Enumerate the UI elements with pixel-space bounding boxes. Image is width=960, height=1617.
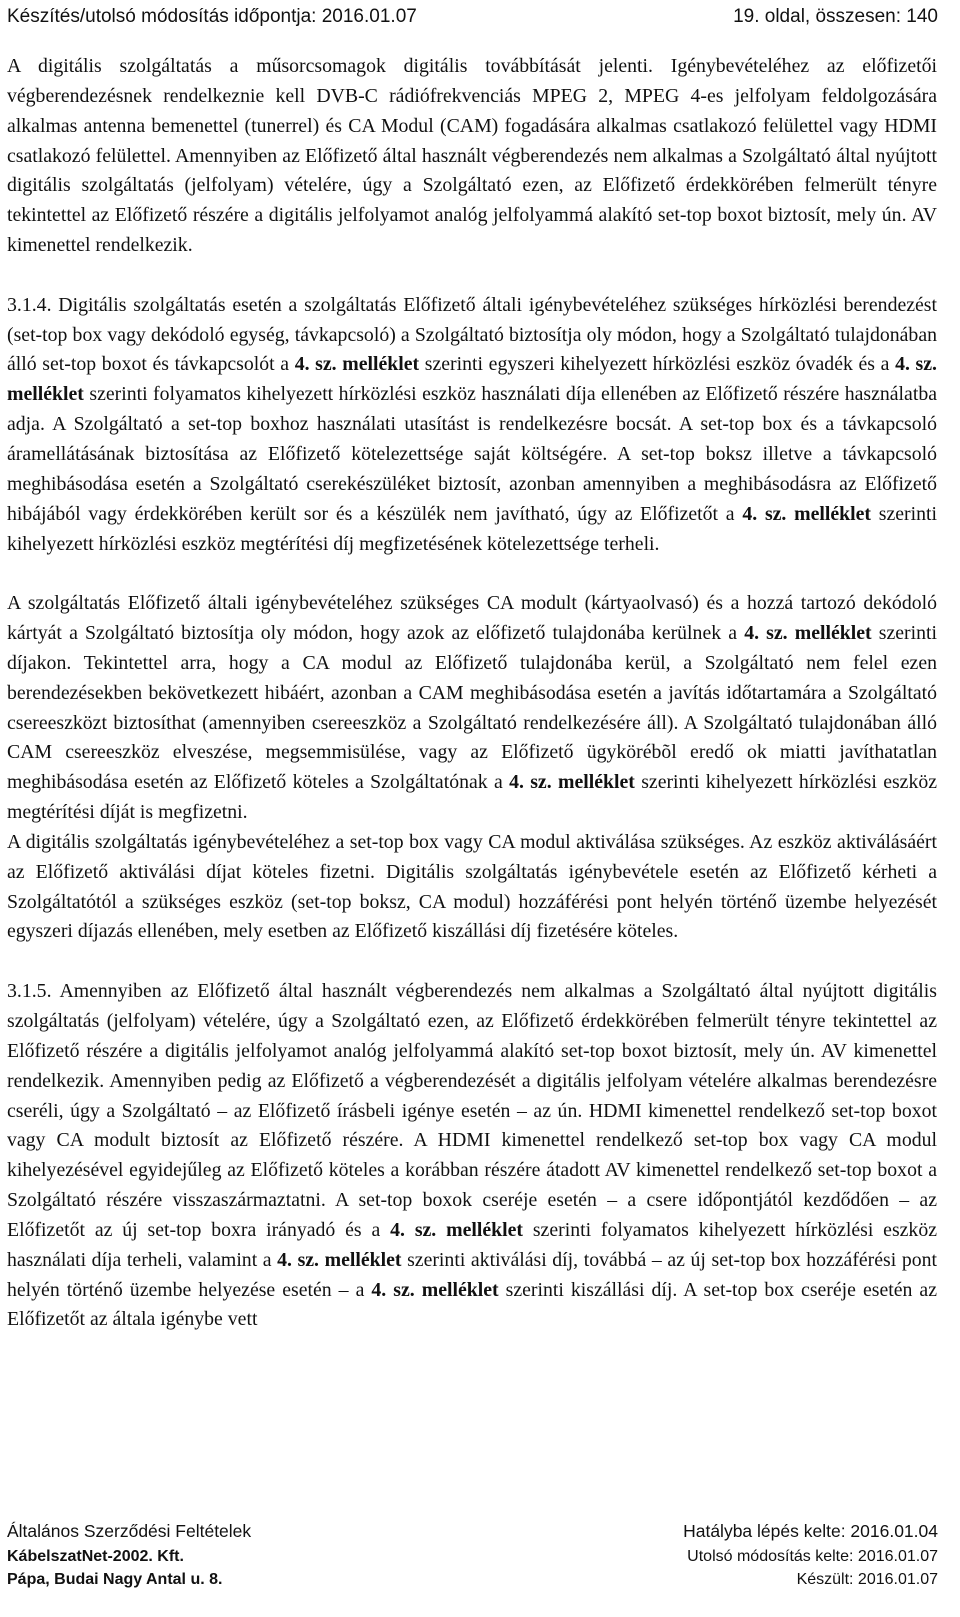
footer-modified-date: Utolsó módosítás kelte: 2016.01.07 [687,1548,938,1565]
paragraph-text: szerinti díjakon. Tekintettel arra, hogy a CA modul az Előfizető tulajdonába kerül, a Szolgáltató nem felel ezen berendezésekben bekövetkezett hibáért, azonban a CAM meghibásodása esetén a javítás időtartamára a Szolgáltató csereeszközt biztosíthat (amennyiben csereeszköz a Szolgáltató rendelkezésére áll). A Szolgáltató tulajdonában álló CAM csereeszköz elveszése, megsemmisülése, vagy az Előfizető ügykörébõl eredő ok miatti javíthatatlan meghibásodása esetén az Előfizető köteles a Szolgáltatónak a [7,622,938,794]
annex-reference: 4. sz. melléklet [509,771,635,794]
annex-reference: 4. sz. melléklet [371,1278,499,1301]
paragraph [7,291,937,560]
annex-reference: 4. sz. melléklet [294,353,420,376]
footer-created-date: Készült: 2016.01.07 [796,1571,938,1588]
paragraph-text: 3.1.4. Digitális szolgáltatás esetén a szolgáltatás Előfizető általi igénybevételéhez szükséges hírközlési berendezést (set-top box vagy dekódoló egység, távkapcsoló) a Szolgáltató biztosítja oly módon, hogy a Szolgáltató tulajdonában álló set-top boxot és távkapcsolót a [7,293,937,376]
paragraph-text: A digitális szolgáltatás a műsorcsomagok digitális továbbítását jelenti. Igénybevételéhez az előfizetői végberendezésnek rendelkeznie kell DVB-C rádiófrekvenciás MPEG 2, MPEG 4-es jelfolyam feldolgozására alkalmas antenna bemenettel (tunerrel) és CA Modul (CAM) fogadására alkalmas csatlakozó felülettel vagy HDMI csatlakozó felülettel. Amennyiben az Előfizető által használt végberendezés nem alkalmas a Szolgáltató által nyújtott digitális szolgáltatás (jelfolyam) vételére, úgy a Szolgáltató ezen, az Előfizető érdekkörében felmerült tényre tekintettel az Előfizető részére a digitális jelfolyamot analóg jelfolyammá alakító set-top boxot biztosít, mely ún. AV kimenettel rendelkezik. [7,55,937,257]
paragraph-text: szerinti kihelyezett hírközlési eszköz megtérítési díját is megfizetni. [7,771,938,824]
paragraph [7,828,937,947]
paragraph-text: szerinti kiszállási díj. A set-top box cseréje esetén az Előfizetőt az általa igénybe vett [7,1278,937,1331]
header-timestamp: Készítés/utolsó módosítás időpontja: 2016.01.07 [7,6,417,27]
annex-reference: 4. sz. melléklet [742,502,872,525]
paragraph [7,977,937,1335]
paragraph-text: szerinti egyszeri kihelyezett hírközlési eszköz óvadék és a [419,353,896,376]
header-page-count: 19. oldal, összesen: 140 [733,6,938,27]
document-body [7,52,937,1335]
page-footer [7,1521,938,1617]
paragraph-text: szerinti kihelyezett hírközlési eszköz megtérítési díj megfizetésének kötelezettsége terheli. [7,502,938,555]
paragraph-text: szerinti folyamatos kihelyezett hírközlési eszköz használati díja terheli, valamint a [7,1218,937,1271]
footer-company: KábelszatNet-2002. Kft. [7,1548,184,1565]
annex-reference: 4. sz. melléklet [390,1218,523,1241]
paragraph [7,589,937,828]
footer-address: Pápa, Budai Nagy Antal u. 8. [7,1571,223,1588]
footer-effective-date: Hatályba lépés kelte: 2016.01.04 [683,1521,938,1541]
footer-doc-title: Általános Szerződési Feltételek [7,1521,252,1541]
paragraph-text: 3.1.5. Amennyiben az Előfizető által használt végberendezés nem alkalmas a Szolgáltató által nyújtott digitális szolgáltatás (jelfolyam) vételére, úgy a Szolgáltató ezen, az Előfizető érdekkörében felmerült tényre tekintettel az Előfizető részére a digitális jelfolyamot analóg jelfolyammá alakító set-top boxot biztosít, mely ún. AV kimenettel rendelkezik. Amennyiben pedig az Előfizető a végberendezését a digitális jelfolyam vételére alkalmas berendezésre cseréli, úgy a Szolgáltató – az Előfizető írásbeli igénye esetén – az ún. HDMI kimenettel rendelkező set-top boxot vagy CA modult biztosít az Előfizető részére. A HDMI kimenettel rendelkező set-top box vagy CA modul kihelyezésével egyidejűleg az Előfizető köteles a korábban részére átadott AV kimenettel rendelkező set-top boxot a Szolgáltató részére visszaszármaztatni. A set-top boxok cseréje esetén – a csere időpontjától kezdődően – az Előfizetőt az új set-top boxra irányadó és a [7,980,937,1241]
page-header [7,2,938,36]
annex-reference: 4. sz. melléklet [277,1248,402,1271]
paragraph [7,52,937,261]
annex-reference: 4. sz. melléklet [7,353,937,406]
paragraph-text: A szolgáltatás Előfizető általi igénybevételéhez szükséges CA modult (kártyaolvasó) és a hozzá tartozó dekódoló kártyát a Szolgáltató biztosítja oly módon, hogy azok az előfizető tulajdonába kerülnek a [7,592,937,645]
paragraph-text: szerinti aktiválási díj, továbbá – az új set-top box hozzáférési pont helyén történő üzembe helyezése esetén – a [7,1248,937,1301]
paragraph-text: szerinti folyamatos kihelyezett hírközlési eszköz használati díja ellenében az Előfizető részére használatba adja. A Szolgáltató a set-top boxhoz használati utasítást is rendelkezésre bocsát. A set-top box és a távkapcsoló áramellátásának biztosítása az Előfizető kötelezettsége saját költségére. A set-top boksz illetve a távkapcsoló meghibásodása esetén a Szolgáltató cserekészüléket biztosít, azonban amennyiben a meghibásodásra az Előfizető hibájából vagy érdekkörében került sor és a készülék nem javítható, úgy az Előfizetőt a [7,383,937,525]
annex-reference: 4. sz. melléklet [744,622,872,645]
paragraph-text: A digitális szolgáltatás igénybevételéhez a set-top box vagy CA modul aktiválása szükséges. Az eszköz aktiválásáért az Előfizető aktiválási díjat köteles fizetni. Digitális szolgáltatás igénybevétele esetén az Előfizető kérheti a Szolgáltatótól a szükséges eszköz (set-top boksz, CA modul) hozzáférési pont helyén történő üzembe helyezését egyszeri díjazás ellenében, mely esetben az Előfizető kiszállási díj fizetésére köteles. [7,830,937,943]
